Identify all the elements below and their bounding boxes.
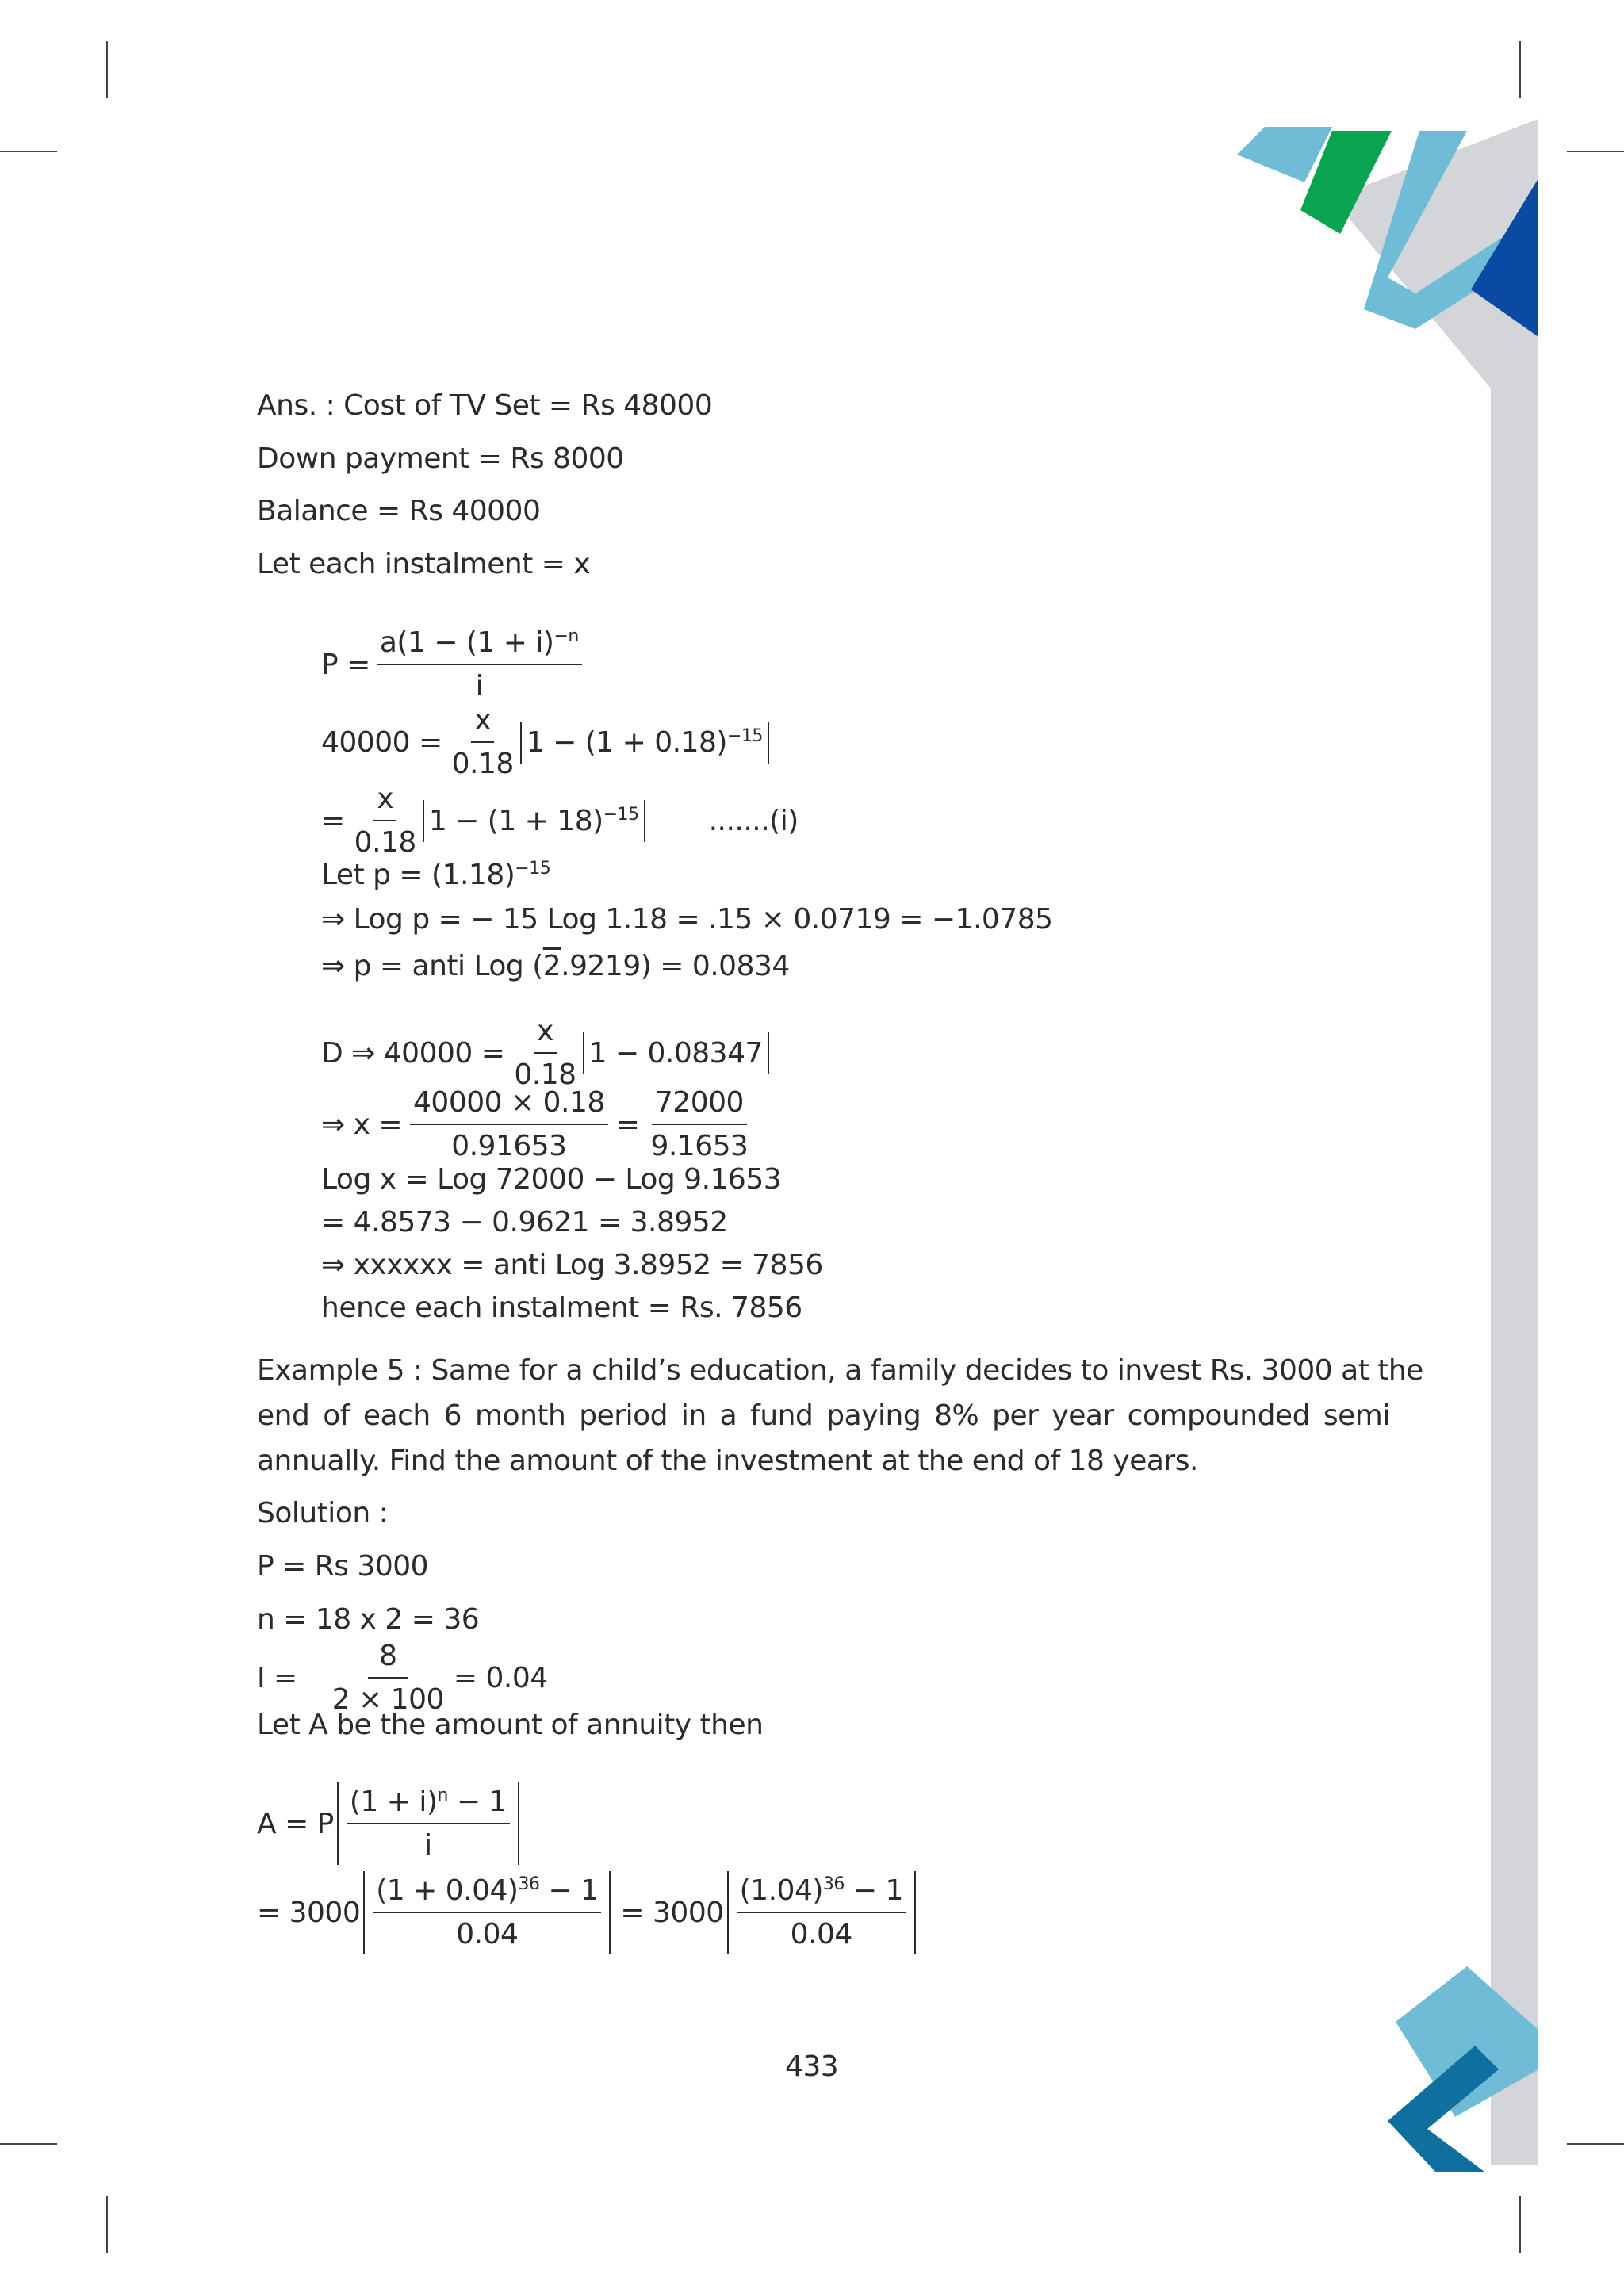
numerator: (1 + 0.04): [376, 1874, 519, 1907]
numerator: a(1 − (1 + i): [379, 626, 554, 659]
bracket-group: [337, 1782, 519, 1865]
bracket-content: 1 − (1 + 0.18): [526, 725, 727, 759]
formula-lhs: P =: [321, 648, 370, 681]
anti-log-text-a: ⇒ p = anti Log (: [321, 950, 543, 982]
denominator: i: [475, 670, 484, 702]
denominator: 0.18: [451, 748, 514, 780]
let-p-text: Let p = (1.18): [321, 859, 515, 891]
answer-line-down-payment: Down payment = Rs 8000: [257, 442, 624, 475]
crop-mark: [1519, 2196, 1521, 2253]
bracket-content: 1 − 0.08347: [588, 1036, 763, 1070]
numerator: 72000: [652, 1086, 747, 1125]
solution-i: [257, 1640, 548, 1716]
fraction: [347, 1786, 510, 1862]
anti-log-text-b: .9219) = 0.0834: [561, 950, 790, 982]
numerator: (1 + i): [349, 1786, 438, 1818]
page-number: 433: [785, 2050, 839, 2083]
exponent: 36: [822, 1874, 845, 1894]
example-line-2: end of each 6 month period in a fund paying 8% per year compounded semi: [257, 1399, 1390, 1432]
equation-2: [321, 783, 799, 859]
fraction: [511, 1015, 579, 1091]
crop-mark: [1567, 151, 1624, 152]
fraction: [410, 1086, 608, 1162]
bracket-group: [727, 1871, 916, 1954]
bracket-group: [363, 1871, 611, 1954]
fraction: [737, 1874, 906, 1950]
answer-line-instalment: Let each instalment = x: [257, 548, 591, 580]
example-line-3: annually. Find the amount of the investment at the end of 18 years.: [257, 1445, 1198, 1477]
fraction: [647, 1086, 751, 1162]
denominator: 0.04: [456, 1918, 519, 1950]
denominator: 0.91653: [451, 1130, 567, 1162]
formula-lhs: A = P: [257, 1807, 334, 1840]
numerator: 40000 × 0.18: [410, 1086, 608, 1125]
exponent: −15: [515, 859, 551, 879]
fraction: [329, 1640, 447, 1716]
annuity-formula: [257, 1782, 519, 1865]
exponent: n: [437, 1786, 448, 1805]
solution-p: P = Rs 3000: [257, 1550, 429, 1583]
bracket-group: [423, 800, 645, 842]
exponent: −n: [553, 626, 579, 646]
denominator: 0.04: [790, 1918, 852, 1950]
numerator: x: [471, 704, 494, 743]
numerator: x: [373, 783, 396, 821]
solution-n: n = 18 x 2 = 36: [257, 1603, 480, 1636]
denominator: 0.18: [354, 826, 416, 859]
crop-mark: [1519, 41, 1521, 98]
bracket-group: [583, 1032, 769, 1074]
numerator: (1.04): [739, 1874, 823, 1907]
anti-log-x-line: ⇒ xxxxxx = anti Log 3.8952 = 7856: [321, 1249, 823, 1281]
hence-line: hence each instalment = Rs. 7856: [321, 1292, 802, 1324]
crop-mark: [0, 151, 57, 152]
equation-tag: .......(i): [708, 804, 799, 837]
let-a-line: Let A be the amount of annuity then: [257, 1709, 764, 1741]
formula-lhs: ⇒ x =: [321, 1108, 403, 1141]
corner-decoration-top: [1237, 119, 1538, 2172]
log-x-line: Log x = Log 72000 − Log 9.1653: [321, 1163, 782, 1196]
fraction: [351, 783, 419, 859]
formula-lhs: 40000 =: [321, 725, 442, 759]
formula-lhs: =: [321, 804, 345, 837]
crop-mark: [106, 2196, 108, 2253]
exponent: −15: [603, 804, 639, 825]
equation-1: [321, 704, 769, 780]
let-p-line: [321, 861, 550, 890]
bracket-content: 1 − (1 + 18): [428, 804, 603, 837]
equation-x: [321, 1086, 751, 1162]
numerator-tail: − 1: [539, 1874, 599, 1907]
equals-sign: =: [615, 1108, 640, 1141]
crop-mark: [1567, 2143, 1624, 2145]
numerator-tail: − 1: [844, 1874, 903, 1907]
denominator: 9.1653: [650, 1130, 749, 1162]
fraction: [373, 1874, 601, 1950]
equation-d: [321, 1015, 769, 1091]
formula-mid: = 3000: [620, 1896, 724, 1929]
formula-lhs: D ⇒ 40000 =: [321, 1036, 505, 1070]
formula-lhs: = 3000: [257, 1896, 361, 1929]
log-x-result-line: = 4.8573 − 0.9621 = 3.8952: [321, 1206, 728, 1238]
solution-heading: Solution :: [257, 1497, 389, 1529]
formula-present-value: [321, 626, 582, 702]
numerator: x: [534, 1015, 557, 1054]
fraction: [377, 626, 582, 702]
denominator: i: [424, 1829, 432, 1862]
exponent: 36: [518, 1874, 540, 1894]
log-p-line: ⇒ Log p = − 15 Log 1.18 = .15 × 0.0719 = −1.0785: [321, 903, 1053, 936]
denominator: 0.18: [514, 1058, 576, 1091]
answer-line-cost: Ans. : Cost of TV Set = Rs 48000: [257, 389, 713, 422]
anti-log-p-line: [321, 952, 790, 981]
denominator: 2 × 100: [331, 1683, 444, 1716]
bracket-group: [520, 722, 769, 764]
bar-digit: 2: [542, 950, 561, 982]
answer-line-balance: Balance = Rs 40000: [257, 495, 541, 527]
annuity-substitution: [257, 1871, 916, 1954]
numerator-tail: − 1: [447, 1786, 507, 1818]
numerator: 8: [368, 1640, 408, 1679]
formula-lhs: I =: [257, 1661, 297, 1694]
fraction: [449, 704, 517, 780]
example-line-1: Example 5 : Same for a child’s education, a family decides to invest Rs. 3000 at the: [257, 1354, 1423, 1387]
crop-mark: [106, 41, 108, 98]
exponent: −15: [726, 725, 763, 746]
formula-rhs: = 0.04: [453, 1661, 548, 1694]
crop-mark: [0, 2143, 57, 2145]
